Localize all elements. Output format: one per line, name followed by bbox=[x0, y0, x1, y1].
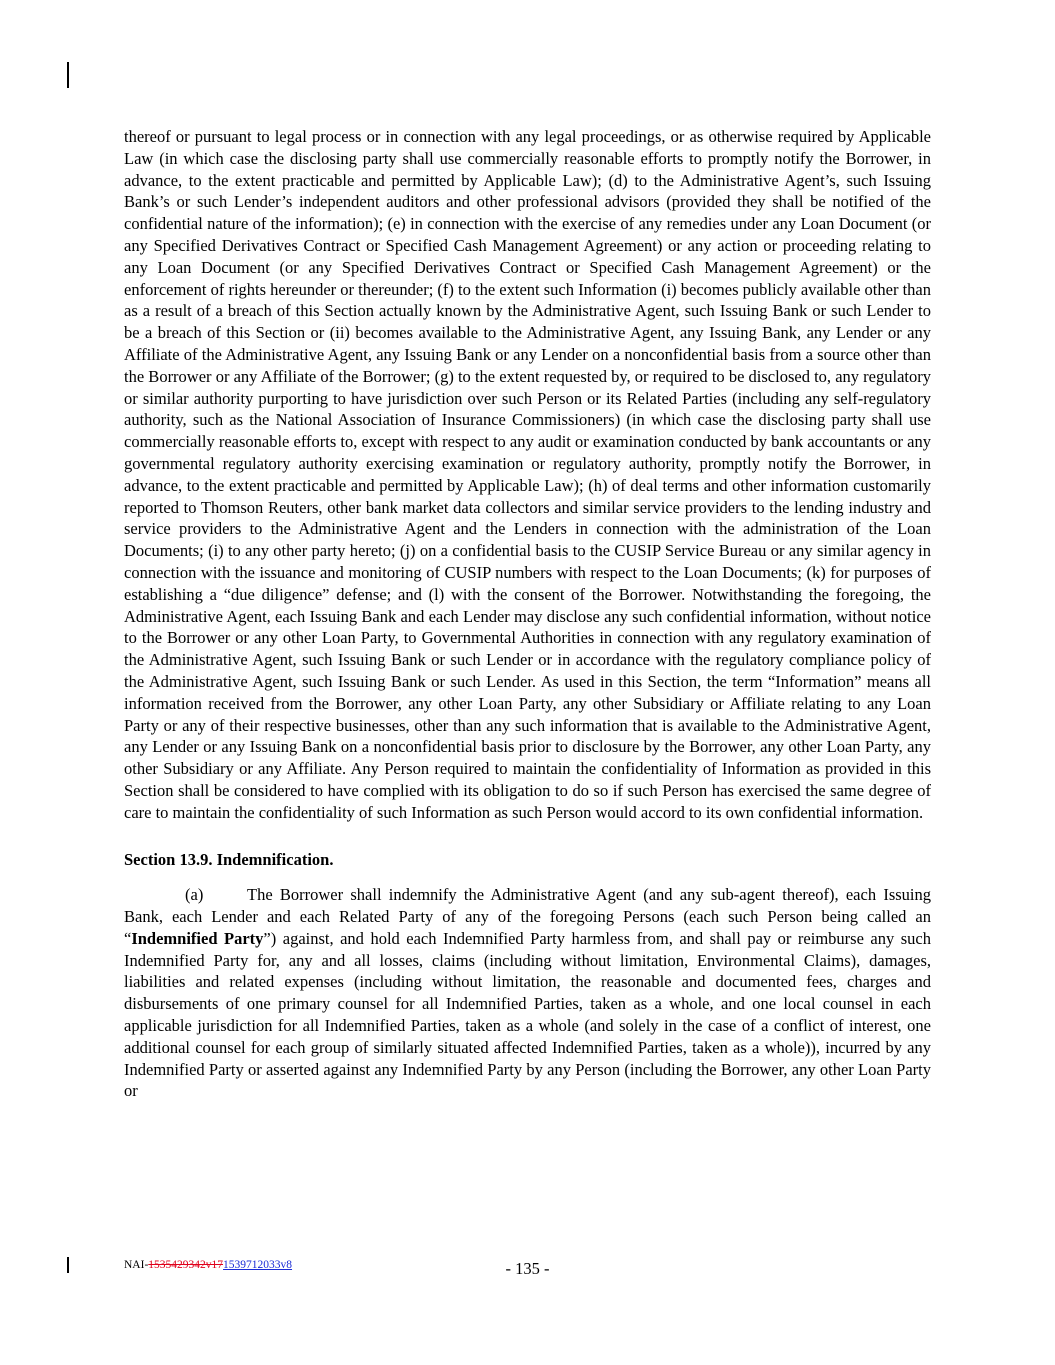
page-number-container bbox=[0, 1259, 1055, 1279]
section-heading: Section 13.9. Indemnification. bbox=[124, 849, 334, 869]
subsection-text-after: ”) against, and hold each Indemnified Party harmless from, and shall pay or reimburse any such Indemnified Party for, any and all losses, claims (including without limitation, Environmental Claims), damages, liabilities and related expenses (including without limitation, the reasonable and documented fees, charges and disbursements of one primary counsel for all Indemnified Parties, taken as a whole, and one local counsel in each applicable jurisdiction for all Indemnified Parties, taken as a whole (and solely in the case of a conflict of interest, one additional counsel for each group of similarly situated affected Indemnified Parties, taken as a whole)), incurred by any Indemnified Party or asserted against any Indemnified Party by any Person (including the Borrower, any other Loan Party or bbox=[124, 928, 931, 1101]
page-number: - 135 - bbox=[505, 1259, 550, 1278]
subsection-label: (a) bbox=[185, 885, 204, 905]
inserted-doc-id: 1539712033v8 bbox=[223, 1259, 293, 1271]
subsection-text-before: The Borrower shall indemnify the Administrative Agent (and any sub-agent thereof), each Issuing Bank, each Lender and each Related Party of any of the foregoing Persons (each such Person being called an “ bbox=[124, 885, 931, 948]
defined-term: Indemnified Party bbox=[131, 928, 264, 948]
deleted-doc-id: 1535429342v17 bbox=[148, 1259, 224, 1271]
confidentiality-paragraph: thereof or pursuant to legal process or in connection with any legal proceedings, or as otherwise required by Applicable Law (in which case the disclosing party shall use commercially reasonable efforts to promptly notify the Borrower, in advance, to the extent practicable and permitted by Applicable Law); (d) to the Administrative Agent’s, such Issuing Bank’s or such Lender’s independent auditors and other professional advisors (provided they shall be notified of the confidential nature of the information); (e) in connection with the exercise of any remedies under any Loan Document (or any Specified Derivatives Contract or Specified Cash Management Agreement) or any action or proceeding relating to any Loan Document (or any Specified Derivatives Contract or Specified Cash Management Agreement) or the enforcement of rights hereunder or thereunder; (f) to the extent such Information (i) becomes publicly available other than as a result of a breach of this Section actually known by the Administrative Agent, such Issuing Bank or such Lender to be a breach of this Section or (ii) becomes available to the Administrative Agent, any Issuing Bank, any Lender or any Affiliate of the Administrative Agent, any Issuing Bank or any Lender on a nonconfidential basis from a source other than the Borrower or any Affiliate of the Borrower; (g) to the extent requested by, or required to be disclosed to, any regulatory or similar authority purporting to have jurisdiction over such Person or its Related Parties (including any self-regulatory authority, such as the National Association of Insurance Commissioners) (in which case the disclosing party shall use commercially reasonable efforts to, except with respect to any audit or examination conducted by bank accountants or any governmental regulatory authority exercising examination or regulatory authority, promptly notify the Borrower, in advance, to the extent practicable and permitted by Applicable Law); (h) of deal terms and other information customarily reported to Thomson Reuters, other bank market data collectors and similar service providers to the lending industry and service providers to the Administrative Agent and the Lenders in connection with the administration of the Loan Documents; (i) to any other party hereto; (j) on a confidential basis to the CUSIP Service Bureau or any similar agency in connection with the issuance and monitoring of CUSIP numbers with respect to the Loan Documents; (k) for purposes of establishing a “due diligence” defense; and (l) with the consent of the Borrower. Notwithstanding the foregoing, the Administrative Agent, each Issuing Bank and each Lender may disclose any such confidential information, without notice to the Borrower or any other Loan Party, to Governmental Authorities in connection with any regulatory examination of the Administrative Agent, such Issuing Bank or such Lender or in accordance with the regulatory compliance policy of the Administrative Agent, such Issuing Bank or such Lender. As used in this Section, the term “Information” means all information received from the Borrower, any other Loan Party, any other Subsidiary or Affiliate relating to any Loan Party or any of their respective businesses, other than any such information that is available to the Administrative Agent, any Lender or any Issuing Bank on a nonconfidential basis prior to disclosure by the Borrower, any other Loan Party, any other Subsidiary or any Affiliate. Any Person required to maintain the confidentiality of Information as provided in this Section shall be considered to have complied with its obligation to do so if such Person has exercised the same degree of care to maintain the confidentiality of such Information as such Person would accord to its own confidential information. bbox=[124, 127, 931, 822]
subsection-a bbox=[124, 884, 931, 1102]
change-bar-top bbox=[67, 62, 69, 88]
doc-prefix: NAI- bbox=[124, 1259, 149, 1271]
document-body bbox=[124, 126, 931, 1102]
